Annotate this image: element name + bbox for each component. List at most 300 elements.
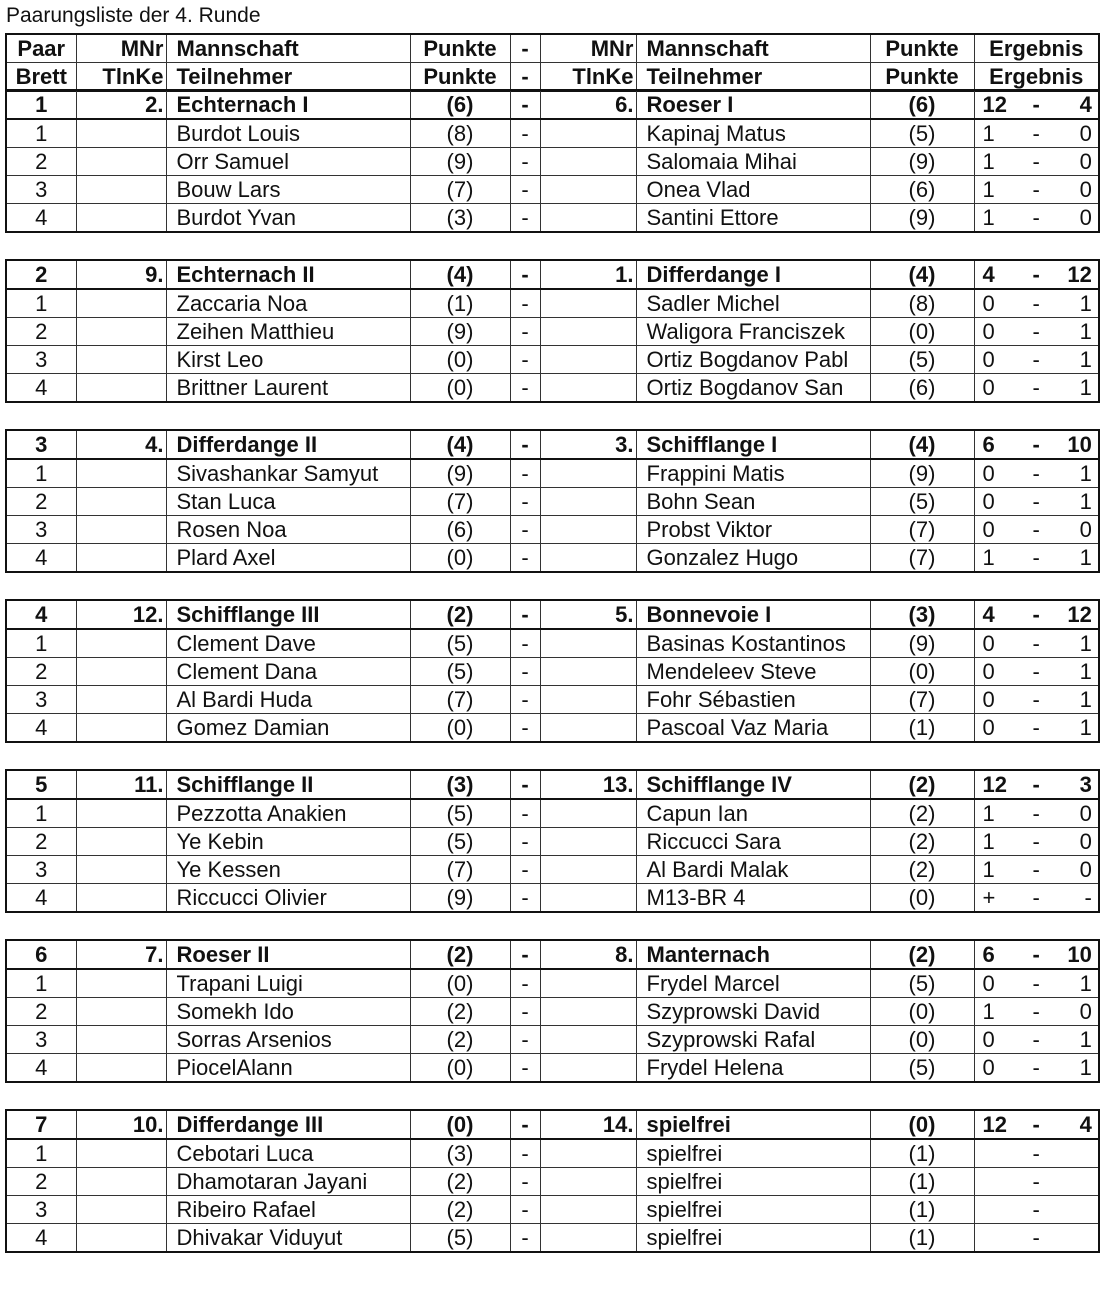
away-player-points: (9) [870,204,974,233]
home-player: Cebotari Luca [166,1139,410,1168]
header-row [6,63,1099,92]
pairing-block [5,89,1100,233]
team-row [6,770,1099,799]
home-player-points: (2) [410,998,510,1026]
result-home: 1 [982,121,995,146]
result-home: 0 [982,347,995,372]
result-away: 1 [1079,461,1092,486]
home-player-points: (7) [410,686,510,714]
board-result [974,969,1099,998]
dash: - [510,828,540,856]
dash: - [510,1026,540,1054]
away-team-name: Schifflange IV [636,770,870,799]
dash: - [510,658,540,686]
board-row [6,488,1099,516]
result-separator: - [1032,262,1040,287]
home-team-points: (6) [410,90,510,119]
home-player-points: (2) [410,1196,510,1224]
dash: - [510,1168,540,1196]
result-away: 1 [1079,631,1092,656]
home-rating [76,318,166,346]
dash: - [510,148,540,176]
away-rating [540,969,636,998]
header-cell: Punkte [870,34,974,63]
home-player-points: (3) [410,204,510,233]
team-result [974,260,1099,289]
header-cell: Punkte [410,34,510,63]
away-player: Frydel Marcel [636,969,870,998]
result-home: 1 [982,829,995,854]
away-player: Frappini Matis [636,459,870,488]
away-rating [540,884,636,913]
board-result [974,714,1099,743]
result-separator: - [1032,461,1040,486]
result-away: 1 [1079,545,1092,570]
away-team-name: Roeser I [636,90,870,119]
result-separator: - [1032,121,1040,146]
home-team-name: Differdange III [166,1110,410,1139]
result-away: 3 [1079,772,1092,797]
away-player: Basinas Kostantinos [636,629,870,658]
home-player: Sivashankar Samyut [166,459,410,488]
result-home: 0 [982,489,995,514]
home-rating [76,176,166,204]
home-rating [76,119,166,148]
board-number: 1 [6,969,76,998]
result-home: 0 [982,659,995,684]
away-player-points: (9) [870,459,974,488]
header-cell: Paar [6,34,76,63]
dash: - [510,1139,540,1168]
result-away: 1 [1079,375,1092,400]
home-player-points: (9) [410,318,510,346]
home-player-points: (1) [410,289,510,318]
board-result [974,856,1099,884]
home-player: Orr Samuel [166,148,410,176]
home-player-points: (5) [410,658,510,686]
home-player: Gomez Damian [166,714,410,743]
away-team-number: 3. [540,430,636,459]
home-rating [76,544,166,573]
home-rating [76,204,166,233]
away-player: Probst Viktor [636,516,870,544]
result-separator: - [1032,942,1040,967]
away-rating [540,1224,636,1253]
result-home: 0 [982,1055,995,1080]
away-player: Mendeleev Steve [636,658,870,686]
away-player: Gonzalez Hugo [636,544,870,573]
board-number: 1 [6,629,76,658]
home-player-points: (9) [410,148,510,176]
away-team-number: 6. [540,90,636,119]
board-result [974,119,1099,148]
pairing-block [5,769,1100,913]
result-home: 1 [982,149,995,174]
away-player-points: (7) [870,686,974,714]
board-row [6,176,1099,204]
home-player-points: (5) [410,1224,510,1253]
team-row [6,260,1099,289]
result-home: 0 [982,517,995,542]
home-player: Brittner Laurent [166,374,410,403]
home-player: Riccucci Olivier [166,884,410,913]
result-separator: - [1032,1112,1040,1137]
dash: - [510,940,540,969]
board-row [6,204,1099,233]
header-cell: Punkte [410,63,510,92]
result-away: 0 [1079,829,1092,854]
home-team-number: 7. [76,940,166,969]
home-player: Sorras Arsenios [166,1026,410,1054]
board-result [974,488,1099,516]
result-away: 1 [1079,715,1092,740]
away-player-points: (0) [870,884,974,913]
result-separator: - [1032,687,1040,712]
home-rating [76,1139,166,1168]
home-rating [76,346,166,374]
header-cell: - [510,34,540,63]
result-away: 1 [1079,347,1092,372]
result-home: 0 [982,375,995,400]
board-row [6,969,1099,998]
away-player: Riccucci Sara [636,828,870,856]
pair-number: 4 [6,600,76,629]
home-player-points: (2) [410,1168,510,1196]
away-player-points: (6) [870,176,974,204]
result-separator: - [1032,971,1040,996]
result-separator: - [1032,432,1040,457]
result-separator: - [1032,375,1040,400]
away-team-name: Schifflange I [636,430,870,459]
result-away: 4 [1079,1112,1092,1137]
home-player: Rosen Noa [166,516,410,544]
away-player-points: (5) [870,346,974,374]
away-rating [540,318,636,346]
header-cell: TlnKe [76,63,166,92]
home-player: Somekh Ido [166,998,410,1026]
result-separator: - [1032,999,1040,1024]
pairing-block [5,259,1100,403]
header-cell: Ergebnis [974,63,1099,92]
result-home: 6 [982,432,995,457]
board-number: 1 [6,1139,76,1168]
away-player: Al Bardi Malak [636,856,870,884]
document-title: Paarungsliste der 4. Runde [6,4,261,27]
away-rating [540,204,636,233]
home-player: Pezzotta Anakien [166,799,410,828]
away-team-points: (0) [870,1110,974,1139]
board-row [6,828,1099,856]
board-number: 2 [6,148,76,176]
away-player-points: (7) [870,544,974,573]
result-separator: - [1032,857,1040,882]
result-separator: - [1032,291,1040,316]
board-number: 2 [6,828,76,856]
team-row [6,90,1099,119]
dash: - [510,289,540,318]
board-result [974,1196,1099,1224]
dash: - [510,459,540,488]
away-rating [540,148,636,176]
board-row [6,1168,1099,1196]
away-player-points: (1) [870,1168,974,1196]
away-team-number: 1. [540,260,636,289]
home-team-name: Schifflange II [166,770,410,799]
board-row [6,148,1099,176]
away-rating [540,176,636,204]
result-home: 12 [982,772,1007,797]
result-separator: - [1032,715,1040,740]
away-player: Pascoal Vaz Maria [636,714,870,743]
home-player: Dhivakar Viduyut [166,1224,410,1253]
home-rating [76,516,166,544]
away-player: Ortiz Bogdanov Pabl [636,346,870,374]
home-rating [76,374,166,403]
away-player-points: (1) [870,1139,974,1168]
away-player: Kapinaj Matus [636,119,870,148]
away-team-number: 8. [540,940,636,969]
away-player-points: (0) [870,658,974,686]
away-player: Salomaia Mihai [636,148,870,176]
dash: - [510,318,540,346]
away-team-points: (4) [870,260,974,289]
team-result [974,600,1099,629]
board-result [974,318,1099,346]
pair-number: 3 [6,430,76,459]
away-player-points: (2) [870,828,974,856]
result-separator: - [1032,1141,1040,1166]
result-home: 1 [982,545,995,570]
home-player-points: (6) [410,516,510,544]
board-row [6,629,1099,658]
home-rating [76,686,166,714]
result-home: 0 [982,687,995,712]
board-result [974,998,1099,1026]
result-home: 0 [982,631,995,656]
home-player-points: (0) [410,374,510,403]
result-home: 12 [982,1112,1007,1137]
home-team-points: (3) [410,770,510,799]
result-separator: - [1032,885,1040,910]
away-team-points: (4) [870,430,974,459]
home-player-points: (5) [410,799,510,828]
board-number: 2 [6,998,76,1026]
away-player-points: (1) [870,714,974,743]
home-rating [76,1026,166,1054]
away-rating [540,1054,636,1083]
away-rating [540,658,636,686]
result-away: 0 [1079,517,1092,542]
result-home: 0 [982,715,995,740]
home-team-number: 12. [76,600,166,629]
away-rating [540,1026,636,1054]
result-separator: - [1032,347,1040,372]
result-away: 12 [1067,602,1092,627]
home-team-name: Echternach II [166,260,410,289]
board-result [974,1139,1099,1168]
away-rating [540,856,636,884]
board-row [6,714,1099,743]
away-player: Sadler Michel [636,289,870,318]
pairing-block [5,599,1100,743]
board-result [974,629,1099,658]
away-player: Waligora Franciszek [636,318,870,346]
result-separator: - [1032,149,1040,174]
result-home: 1 [982,801,995,826]
away-rating [540,119,636,148]
away-rating [540,544,636,573]
pairing-block [5,429,1100,573]
dash: - [510,884,540,913]
board-row [6,516,1099,544]
header-cell: Brett [6,63,76,92]
board-number: 4 [6,1224,76,1253]
board-result [974,1224,1099,1253]
board-row [6,856,1099,884]
team-result [974,770,1099,799]
header-cell: - [510,63,540,92]
board-row [6,1026,1099,1054]
pair-number: 1 [6,90,76,119]
board-row [6,884,1099,913]
home-player-points: (0) [410,544,510,573]
board-result [974,544,1099,573]
home-rating [76,148,166,176]
board-row [6,318,1099,346]
result-home: 1 [982,857,995,882]
away-player-points: (5) [870,488,974,516]
result-home: 4 [982,602,995,627]
away-player-points: (5) [870,969,974,998]
board-number: 4 [6,884,76,913]
away-team-points: (6) [870,90,974,119]
home-player: Dhamotaran Jayani [166,1168,410,1196]
home-team-points: (4) [410,430,510,459]
away-rating [540,714,636,743]
dash: - [510,374,540,403]
away-player-points: (2) [870,799,974,828]
dash: - [510,488,540,516]
result-away: 0 [1079,801,1092,826]
home-rating [76,658,166,686]
away-player-points: (0) [870,1026,974,1054]
team-result [974,1110,1099,1139]
away-player: spielfrei [636,1168,870,1196]
result-home: 1 [982,999,995,1024]
home-player-points: (0) [410,969,510,998]
home-player-points: (9) [410,459,510,488]
dash: - [510,430,540,459]
result-separator: - [1032,545,1040,570]
result-away: 12 [1067,262,1092,287]
dash: - [510,714,540,743]
result-home: 0 [982,971,995,996]
home-player-points: (0) [410,1054,510,1083]
board-row [6,658,1099,686]
home-rating [76,459,166,488]
away-rating [540,828,636,856]
result-away: - [1084,885,1092,910]
away-player: spielfrei [636,1224,870,1253]
home-player: Trapani Luigi [166,969,410,998]
away-player-points: (9) [870,629,974,658]
home-player: Kirst Leo [166,346,410,374]
header-cell: Mannschaft [166,34,410,63]
home-rating [76,828,166,856]
dash: - [510,346,540,374]
board-result [974,884,1099,913]
dash: - [510,1110,540,1139]
team-result [974,940,1099,969]
dash: - [510,204,540,233]
result-away: 0 [1079,149,1092,174]
board-number: 3 [6,686,76,714]
away-player: spielfrei [636,1196,870,1224]
home-team-number: 11. [76,770,166,799]
home-team-name: Roeser II [166,940,410,969]
away-player: Frydel Helena [636,1054,870,1083]
result-away: 1 [1079,291,1092,316]
home-rating [76,1054,166,1083]
header-cell: Punkte [870,63,974,92]
home-player: Plard Axel [166,544,410,573]
home-player: Bouw Lars [166,176,410,204]
board-result [974,686,1099,714]
away-team-number: 13. [540,770,636,799]
away-rating [540,289,636,318]
dash: - [510,1196,540,1224]
pairing-block [5,939,1100,1083]
result-away: 0 [1079,205,1092,230]
result-away: 0 [1079,177,1092,202]
dash: - [510,998,540,1026]
home-player-points: (7) [410,176,510,204]
home-rating [76,629,166,658]
dash: - [510,1054,540,1083]
away-team-number: 5. [540,600,636,629]
header-cell: MNr [540,34,636,63]
away-rating [540,346,636,374]
away-team-name: spielfrei [636,1110,870,1139]
away-player-points: (1) [870,1224,974,1253]
dash: - [510,90,540,119]
dash: - [510,600,540,629]
board-number: 2 [6,488,76,516]
result-home: 0 [982,1027,995,1052]
home-player: Ye Kessen [166,856,410,884]
board-result [974,459,1099,488]
result-separator: - [1032,319,1040,344]
result-away: 0 [1079,999,1092,1024]
home-rating [76,856,166,884]
result-separator: - [1032,205,1040,230]
home-player: Ribeiro Rafael [166,1196,410,1224]
result-home: 4 [982,262,995,287]
result-separator: - [1032,1169,1040,1194]
board-row [6,799,1099,828]
home-team-name: Differdange II [166,430,410,459]
result-home: 12 [982,92,1007,117]
away-player: Onea Vlad [636,176,870,204]
board-number: 3 [6,856,76,884]
board-row [6,119,1099,148]
board-result [974,1168,1099,1196]
header-row [6,34,1099,63]
home-rating [76,998,166,1026]
away-player-points: (0) [870,998,974,1026]
away-player-points: (1) [870,1196,974,1224]
board-number: 1 [6,289,76,318]
